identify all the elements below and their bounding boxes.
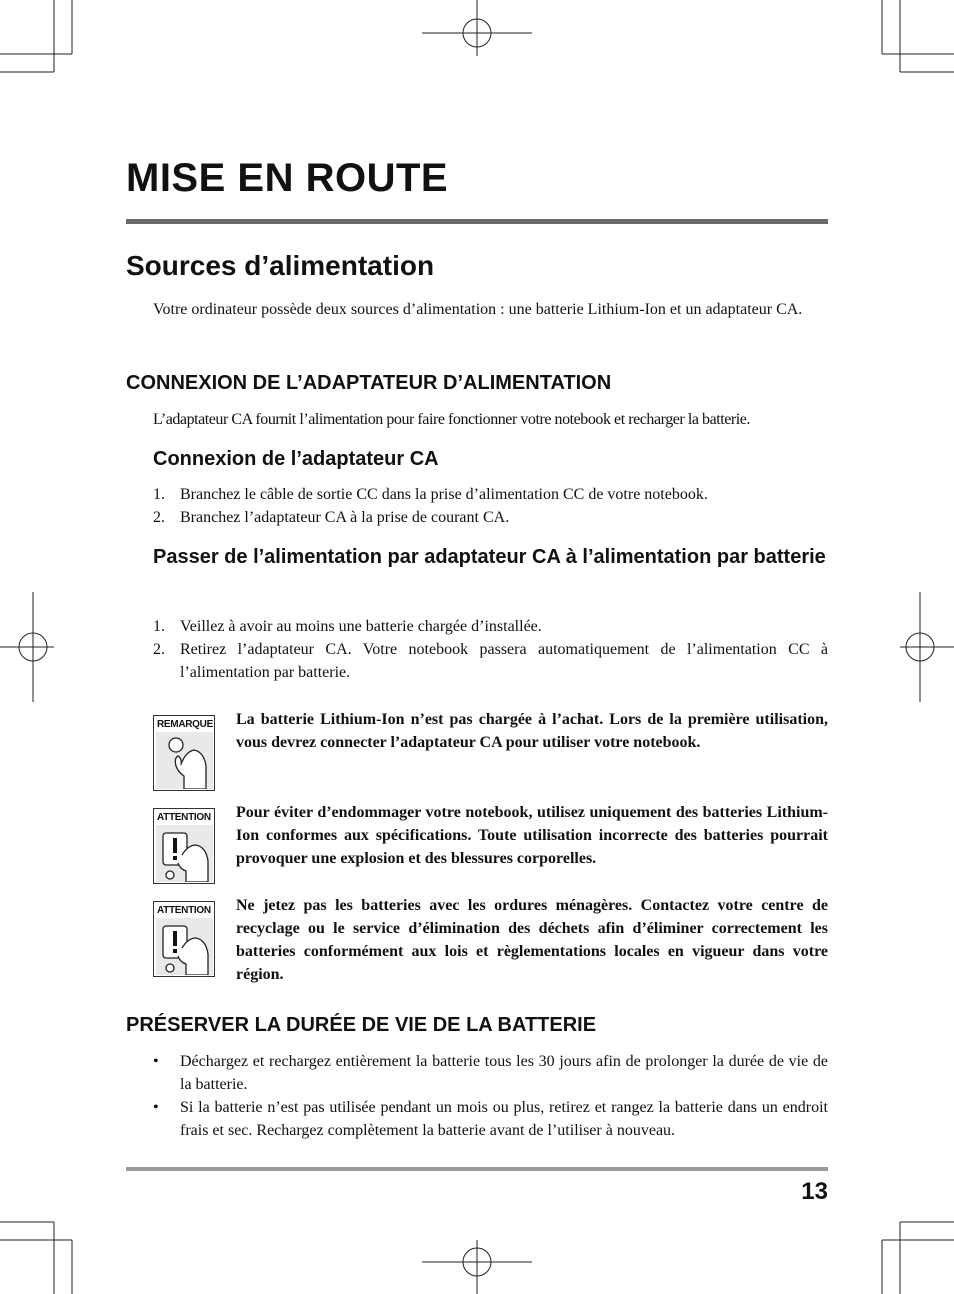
list-item xyxy=(153,1096,828,1142)
list-text: Branchez l’adaptateur CA à la prise de courant CA. xyxy=(180,509,510,526)
list-item xyxy=(153,506,828,529)
list-text: Si la batterie n’est pas utilisée pendant un mois ou plus, retirez et rangez la batterie dans un endroit frais et sec. Rechargez complètement la batterie avant de l’utiliser à nouveau. xyxy=(180,1099,828,1139)
note-figure xyxy=(156,918,213,975)
warning-sign-icon xyxy=(156,825,213,882)
attention-icon xyxy=(153,808,215,884)
list-text: Déchargez et rechargez entièrement la batterie tous les 30 jours afin de prolonger la durée de vie de la batterie. xyxy=(180,1053,828,1093)
adapter-heading: CONNEXION DE L’ADAPTATEUR D’ALIMENTATION xyxy=(126,372,612,394)
list-text: Branchez le câble de sortie CC dans la prise d’alimentation CC de votre notebook. xyxy=(180,486,708,503)
list-text: Retirez l’adaptateur CA. Votre notebook passera automatiquement de l’alimentation CC à l’alimentation par batterie. xyxy=(180,641,828,681)
list-item xyxy=(153,638,828,684)
note-text: Ne jetez pas les batteries avec les ordures ménagères. Contactez votre centre de recyclage ou le service d’élimination des déchets afin d’éliminer correctement les batteries conformément aux lois et règlementations locales en vigueur dans votre région. xyxy=(236,897,828,983)
intro-paragraph: Votre ordinateur possède deux sources d’alimentation : une batterie Lithium-Ion et un adaptateur CA. xyxy=(153,301,803,318)
note-figure xyxy=(156,732,213,789)
list-number: 1. xyxy=(153,486,165,503)
note-text: La batterie Lithium-Ion n’est pas chargée à l’achat. Lors de la première utilisation, vous devrez connecter l’adaptateur CA pour utiliser votre notebook. xyxy=(236,711,828,751)
note-text: Pour éviter d’endommager votre notebook, utilisez uniquement des batteries Lithium-Ion conformes aux spécifications. Toute utilisation incorrecte des batteries pourrait provoquer une explosion et des blessures corporelles. xyxy=(236,804,828,867)
note-label: REMARQUE xyxy=(157,719,213,730)
remarque-icon xyxy=(153,715,215,791)
person-icon xyxy=(156,732,213,789)
list-item xyxy=(153,615,828,638)
adapter-intro: L’adaptateur CA fournit l’alimentation pour faire fonctionner votre notebook et recharger la batterie. xyxy=(153,411,750,428)
footer-rule xyxy=(126,1167,828,1171)
list-text: Veillez à avoir au moins une batterie chargée d’installée. xyxy=(180,618,542,635)
bullet: • xyxy=(153,1053,159,1070)
switch-heading: Passer de l’alimentation par adaptateur CA à l’alimentation par batterie xyxy=(153,546,826,568)
title-rule xyxy=(126,219,828,224)
bullet: • xyxy=(153,1099,159,1116)
warning-sign-icon xyxy=(156,918,213,975)
list-item xyxy=(153,1050,828,1096)
note-label: ATTENTION xyxy=(157,812,211,823)
attention-icon xyxy=(153,901,215,977)
list-number: 1. xyxy=(153,618,165,635)
preserve-bullets xyxy=(153,1050,828,1142)
note-label: ATTENTION xyxy=(157,905,211,916)
switch-steps xyxy=(153,615,828,684)
connect-heading: Connexion de l’adaptateur CA xyxy=(153,448,439,470)
page-number: 13 xyxy=(801,1178,828,1205)
connect-steps xyxy=(153,483,828,529)
list-number: 2. xyxy=(153,641,165,658)
list-number: 2. xyxy=(153,509,165,526)
note-figure xyxy=(156,825,213,882)
section-title: Sources d’alimentation xyxy=(126,250,435,281)
list-item xyxy=(153,483,828,506)
preserve-heading: PRÉSERVER LA DURÉE DE VIE DE LA BATTERIE xyxy=(126,1014,597,1036)
page-title: MISE EN ROUTE xyxy=(126,156,449,200)
